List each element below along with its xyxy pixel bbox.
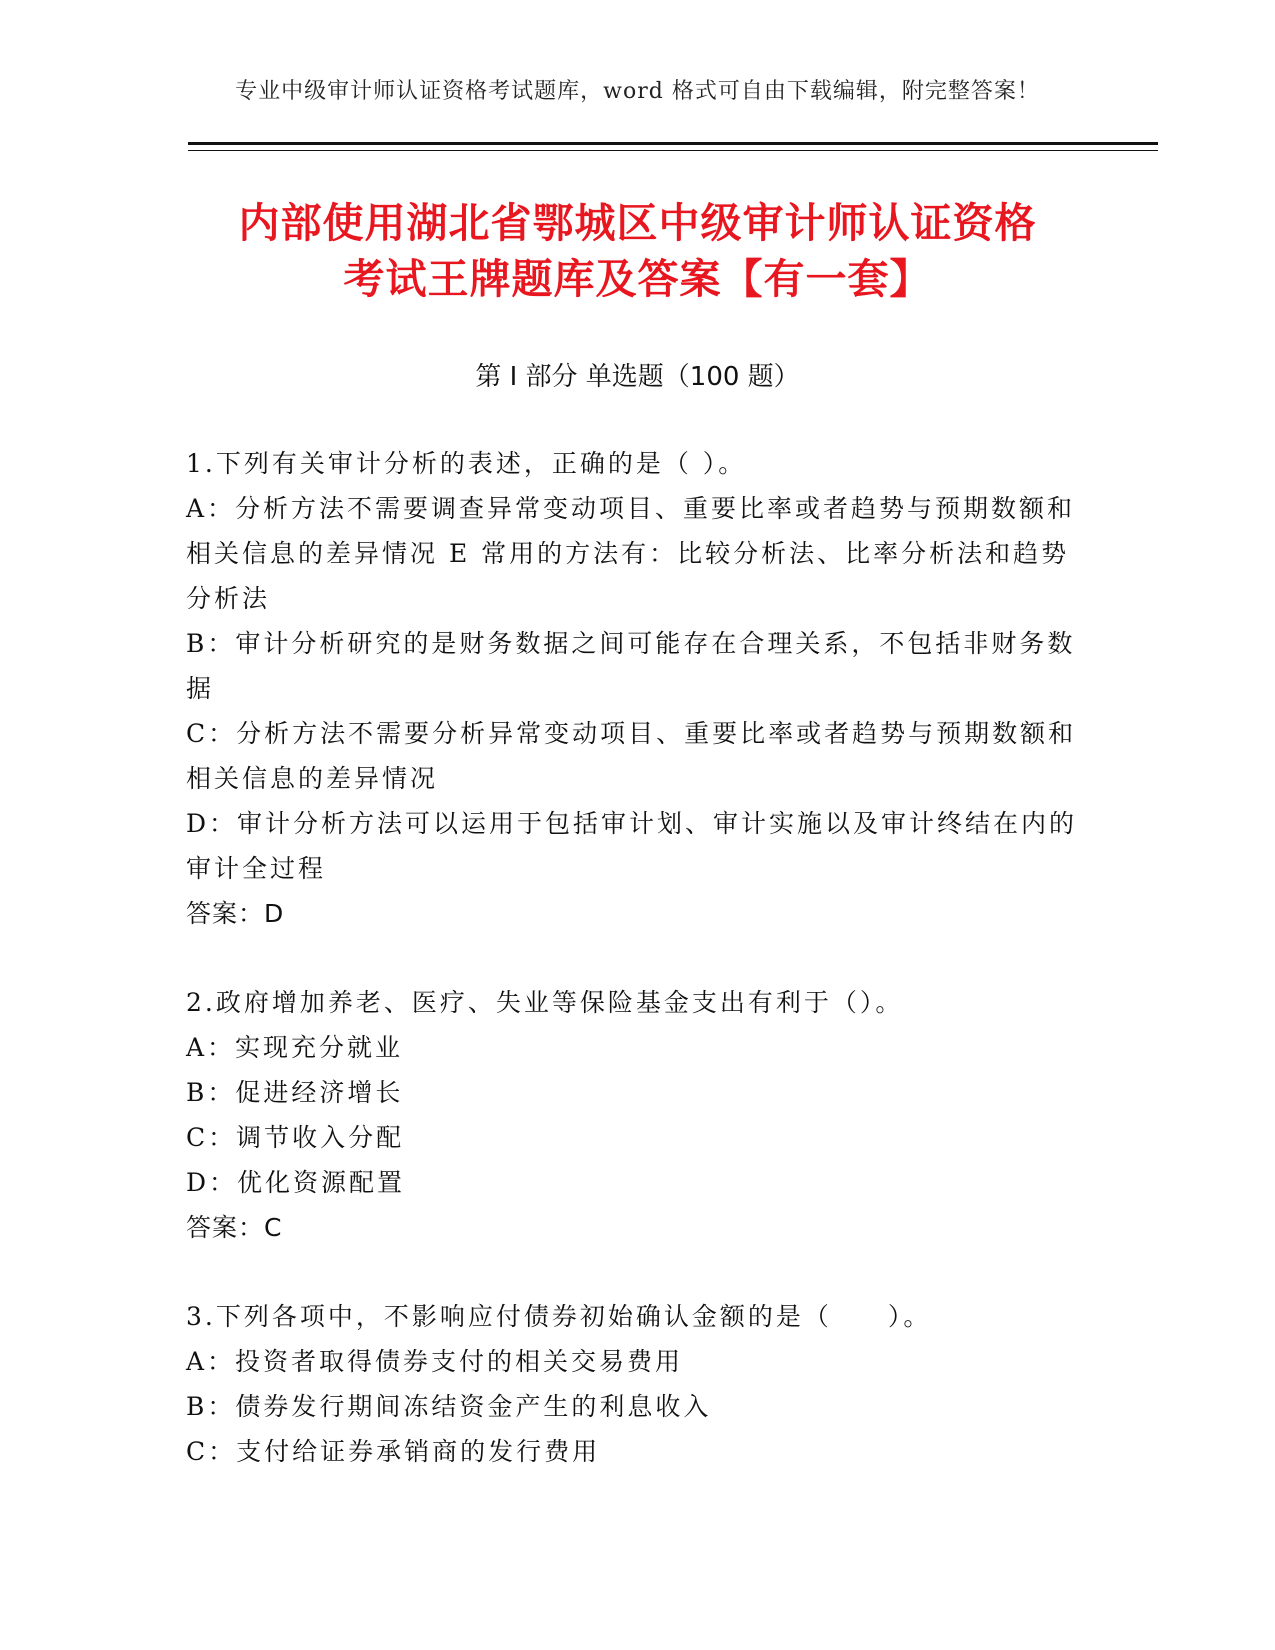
option-b: B：审计分析研究的是财务数据之间可能存在合理关系，不包括非财务数据 bbox=[186, 629, 1076, 703]
document-title-line-2: 考试王牌题库及答案【有一套】 bbox=[343, 255, 932, 303]
header-rule-thick bbox=[188, 142, 1158, 145]
option-a: A：投资者取得债券支付的相关交易费用 bbox=[186, 1347, 684, 1376]
section-heading: 第 I 部分 单选题（100 题） bbox=[475, 362, 800, 392]
question-stem: 2.政府增加养老、医疗、失业等保险基金支出有利于（）。 bbox=[186, 988, 904, 1017]
option-c: C：调节收入分配 bbox=[186, 1123, 405, 1152]
option-c: C：分析方法不需要分析异常变动项目、重要比率或者趋势与预期数额和相关信息的差异情况 bbox=[186, 719, 1077, 793]
header-rule-thin bbox=[188, 150, 1158, 151]
option-d: D：审计分析方法可以运用于包括审计划、审计实施以及审计终结在内的审计全过程 bbox=[186, 809, 1078, 883]
answer: 答案：C bbox=[186, 1213, 283, 1242]
option-b: B：促进经济增长 bbox=[186, 1078, 404, 1107]
header-note: 专业中级审计师认证资格考试题库，word 格式可自由下载编辑，附完整答案！ bbox=[235, 79, 1040, 104]
question-1 bbox=[186, 441, 1086, 936]
option-d: D：优化资源配置 bbox=[186, 1168, 406, 1197]
option-b: B：债券发行期间冻结资金产生的利息收入 bbox=[186, 1392, 712, 1421]
option-a: A：分析方法不需要调查异常变动项目、重要比率或者趋势与预期数额和相关信息的差异情况 E 常用的方法有：比较分析法、比率分析法和趋势分析法 bbox=[186, 494, 1076, 613]
question-stem: 1.下列有关审计分析的表述，正确的是（ ）。 bbox=[186, 449, 747, 478]
option-a: A：实现充分就业 bbox=[186, 1033, 404, 1062]
question-list bbox=[186, 441, 1086, 1518]
document-title bbox=[160, 195, 1115, 307]
answer: 答案：D bbox=[186, 899, 285, 928]
option-c: C：支付给证券承销商的发行费用 bbox=[186, 1437, 601, 1466]
question-stem: 3.下列各项中，不影响应付债券初始确认金额的是（ ）。 bbox=[186, 1302, 932, 1331]
document-title-line-1: 内部使用湖北省鄂城区中级审计师认证资格 bbox=[238, 199, 1037, 247]
question-2 bbox=[186, 980, 1086, 1250]
question-3 bbox=[186, 1294, 1086, 1474]
